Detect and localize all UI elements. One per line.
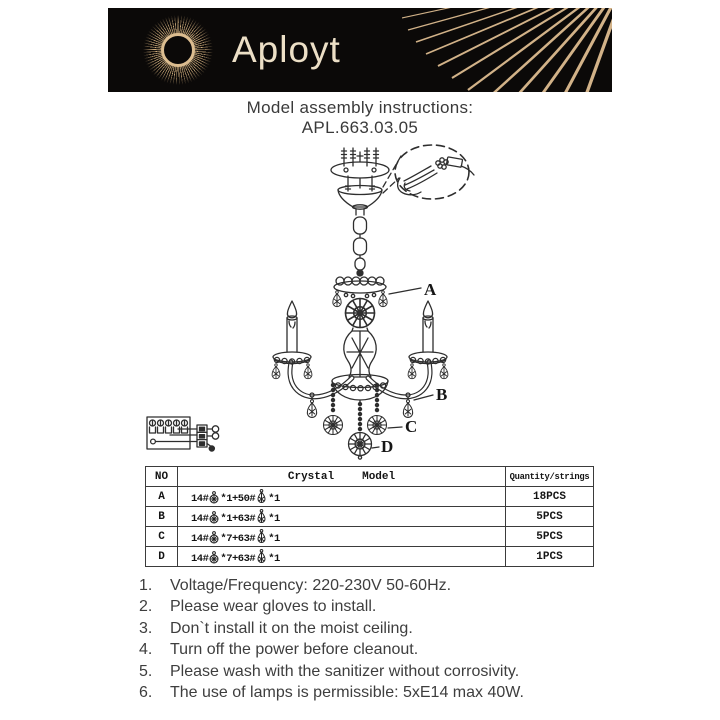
row-model: 14# *7+63# *1: [178, 527, 506, 547]
chain: [354, 217, 367, 276]
instruction-item: 2. Please wear gloves to install.: [139, 598, 377, 616]
label-d-leader: [372, 447, 379, 448]
row-no: B: [146, 507, 178, 527]
table-header-row: [146, 467, 594, 487]
label-c: C: [405, 417, 418, 436]
teardrop-crystal-icon: [256, 509, 267, 524]
instructions-list: [139, 575, 524, 703]
table-row: [146, 487, 594, 507]
label-a-leader: [389, 288, 421, 294]
row-model: 14# *7+63# *1: [178, 547, 506, 567]
row-qty: 5PCS: [506, 507, 594, 527]
page-title: Model assembly instructions:: [246, 98, 474, 117]
bead-crystal-icon: [209, 531, 219, 544]
row-qty: 18PCS: [506, 487, 594, 507]
header-crystal-model: Crystal Model: [178, 467, 506, 487]
model-number: APL.663.03.05: [301, 118, 419, 137]
row-qty: 5PCS: [506, 527, 594, 547]
row-model: 14# *1+63# *1: [178, 507, 506, 527]
canopy: [338, 186, 382, 216]
header-quantity: Quantity/strings: [506, 467, 594, 487]
terminal-block-diagram: [147, 417, 219, 451]
row-no: C: [146, 527, 178, 547]
row-qty: 1PCS: [506, 547, 594, 567]
chandelier-diagram: [130, 135, 490, 465]
center-column: [344, 299, 376, 378]
label-c-leader: [388, 427, 402, 428]
row-model: 14# *1+50# *1: [178, 487, 506, 507]
table-row: [146, 507, 594, 527]
instruction-item: 6. The use of lamps is permissible: 5xE14 max 40W.: [139, 684, 524, 702]
starburst-logo-core: [161, 33, 195, 67]
instruction-item: 1. Voltage/Frequency: 220-230V 50-60Hz.: [139, 577, 452, 594]
row-no: A: [146, 487, 178, 507]
left-arm: [290, 362, 352, 417]
bead-crystal-icon: [209, 551, 219, 564]
brand-banner: [108, 8, 612, 92]
crystal-strings: [324, 385, 387, 459]
teardrop-crystal-icon: [256, 549, 267, 564]
decorative-rays: [402, 8, 612, 92]
row-no: D: [146, 547, 178, 567]
teardrop-crystal-icon: [256, 489, 267, 504]
brand-name: Aployt: [232, 29, 341, 70]
bead-crystal-icon: [209, 511, 219, 524]
instruction-item: 3. Don`t install it on the moist ceiling.: [139, 619, 413, 637]
label-a: A: [424, 280, 437, 299]
wiring-detail-bubble: [383, 145, 474, 199]
instruction-item: 4. Turn off the power before cleanout.: [139, 641, 419, 659]
table-row: [146, 527, 594, 547]
parts-table: [145, 466, 594, 567]
header-no: NO: [146, 467, 178, 487]
teardrop-crystal-icon: [256, 529, 267, 544]
label-d: D: [381, 437, 394, 456]
label-b: B: [436, 385, 448, 404]
instruction-item: 5. Please wash with the sanitizer without corrosivity.: [139, 662, 520, 680]
ceiling-mount-plate: [331, 148, 389, 191]
table-row: [146, 547, 594, 567]
bead-crystal-icon: [209, 491, 219, 504]
